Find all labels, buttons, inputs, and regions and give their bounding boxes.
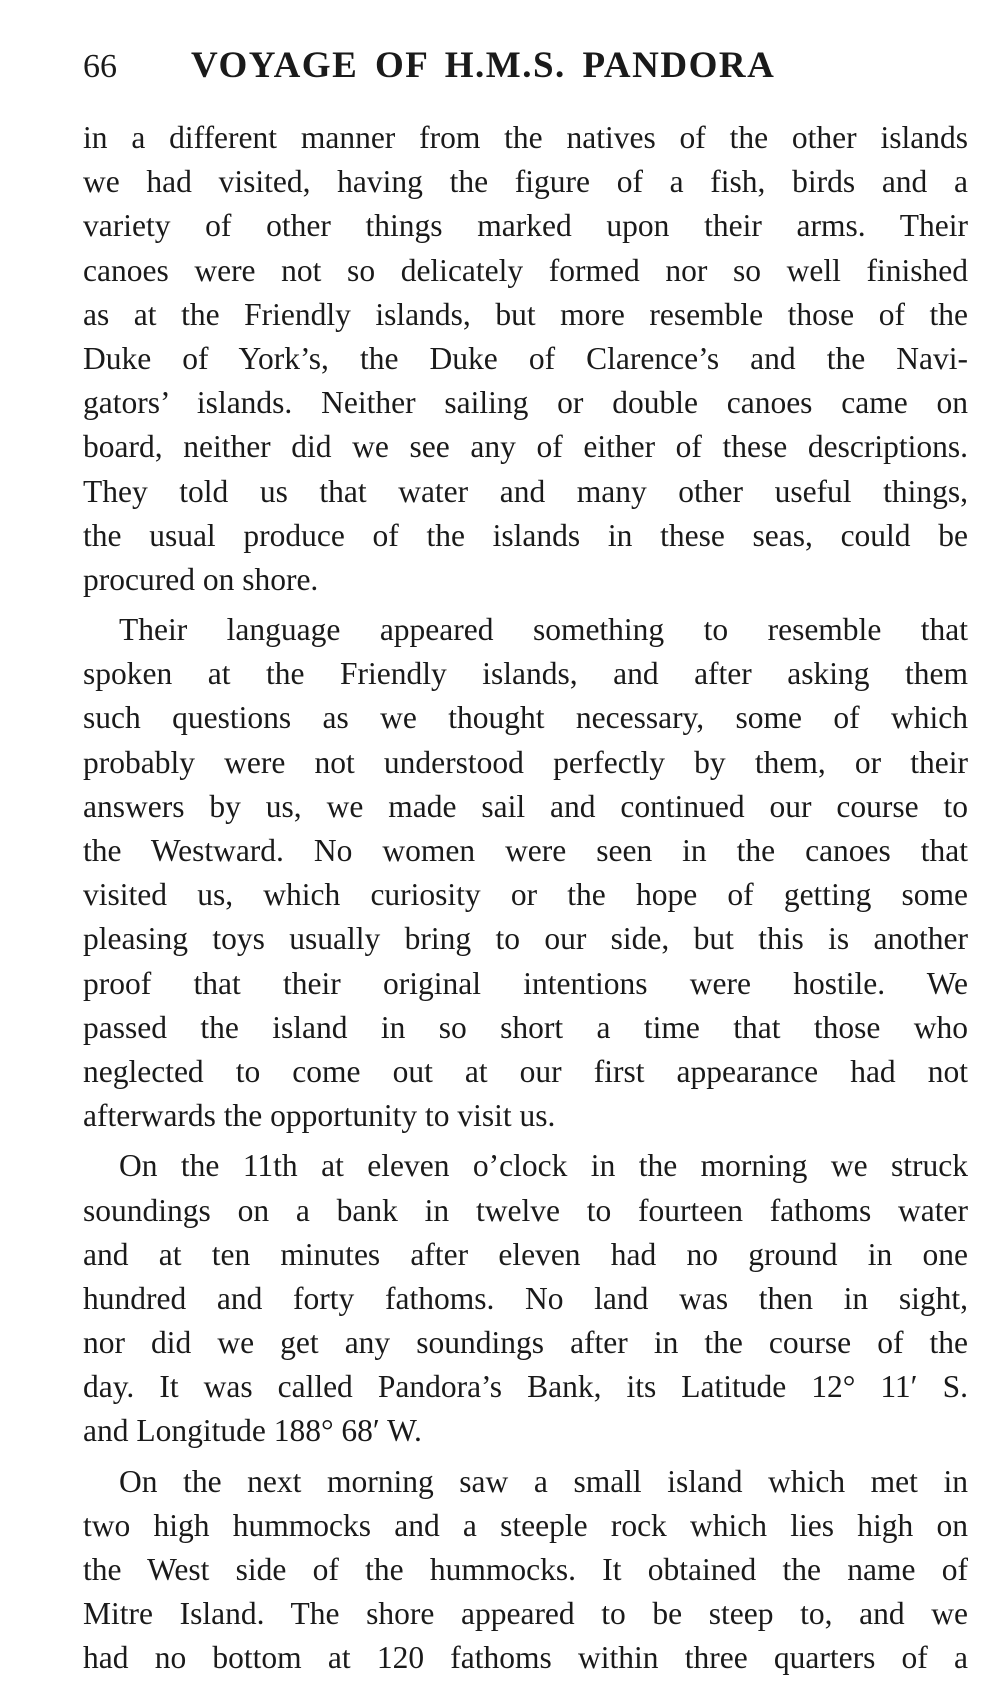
text-line: probably were not understood perfectly by them, or their: [83, 744, 968, 780]
paragraph-2: [83, 608, 968, 1138]
text-line: visited us, which curiosity or the hope of getting some: [83, 877, 968, 913]
text-line: procured on shore.: [83, 561, 319, 597]
text-line: On the next morning saw a small island which met in: [119, 1463, 968, 1499]
text-line: answers by us, we made sail and continued our course to: [83, 788, 968, 824]
text-line: afterwards the opportunity to visit us.: [83, 1098, 556, 1134]
text-line: pleasing toys usually bring to our side, but this is another: [83, 921, 968, 957]
text-line: such questions as we thought necessary, some of which: [83, 700, 968, 736]
text-line: Their language appeared something to resemble that: [119, 612, 968, 648]
text-line: and at ten minutes after eleven had no ground in one: [83, 1236, 968, 1272]
text-line: spoken at the Friendly islands, and after asking them: [83, 656, 968, 692]
text-line: and Longitude 188° 68′ W.: [83, 1413, 422, 1449]
page-number: 66: [83, 48, 117, 85]
text-line: day. It was called Pandora’s Bank, its Latitude 12° 11′ S.: [83, 1369, 968, 1405]
text-line: On the 11th at eleven o’clock in the morning we struck: [119, 1148, 968, 1184]
text-line: nor did we get any soundings after in the course of the: [83, 1325, 968, 1361]
text-line: proof that their original intentions were hostile. We: [83, 965, 968, 1001]
page-header: [83, 44, 968, 106]
text-line: soundings on a bank in twelve to fourteen fathoms water: [83, 1192, 968, 1228]
text-line: passed the island in so short a time that those who: [83, 1009, 968, 1045]
text-line: the usual produce of the islands in these seas, could be: [83, 517, 968, 553]
text-line: gators’ islands. Neither sailing or double canoes came on: [83, 385, 968, 421]
running-title: VOYAGE OF H.M.S. PANDORA: [191, 45, 776, 86]
text-line: the West side of the hummocks. It obtained the name of: [83, 1552, 968, 1587]
text-line: we had visited, having the figure of a fish, birds and a: [83, 164, 968, 200]
text-line: two high hummocks and a steeple rock which lies high on: [83, 1507, 968, 1543]
paragraph-3: [83, 1144, 968, 1453]
text-line: canoes were not so delicately formed nor so well finished: [83, 252, 968, 288]
text-line: They told us that water and many other useful things,: [83, 473, 968, 509]
text-line: as at the Friendly islands, but more resemble those of the: [83, 296, 968, 332]
body-text: [83, 116, 968, 1681]
text-line: neglected to come out at our first appearance had not: [83, 1053, 968, 1089]
text-line: had no bottom at 120 fathoms within three quarters of a: [83, 1640, 968, 1676]
text-line: variety of other things marked upon their arms. Their: [83, 208, 968, 244]
text-line: hundred and forty fathoms. No land was then in sight,: [83, 1280, 968, 1316]
paragraph-1: [83, 116, 968, 602]
text-line: in a different manner from the natives of the other islands: [83, 120, 968, 155]
text-line: Mitre Island. The shore appeared to be steep to, and we: [83, 1596, 968, 1632]
text-line: Duke of York’s, the Duke of Clarence’s and the Navi-: [83, 340, 968, 376]
text-line: board, neither did we see any of either of these descriptions.: [83, 429, 968, 465]
book-page: [83, 44, 968, 1681]
paragraph-4: [83, 1460, 968, 1681]
text-line: the Westward. No women were seen in the canoes that: [83, 833, 968, 868]
